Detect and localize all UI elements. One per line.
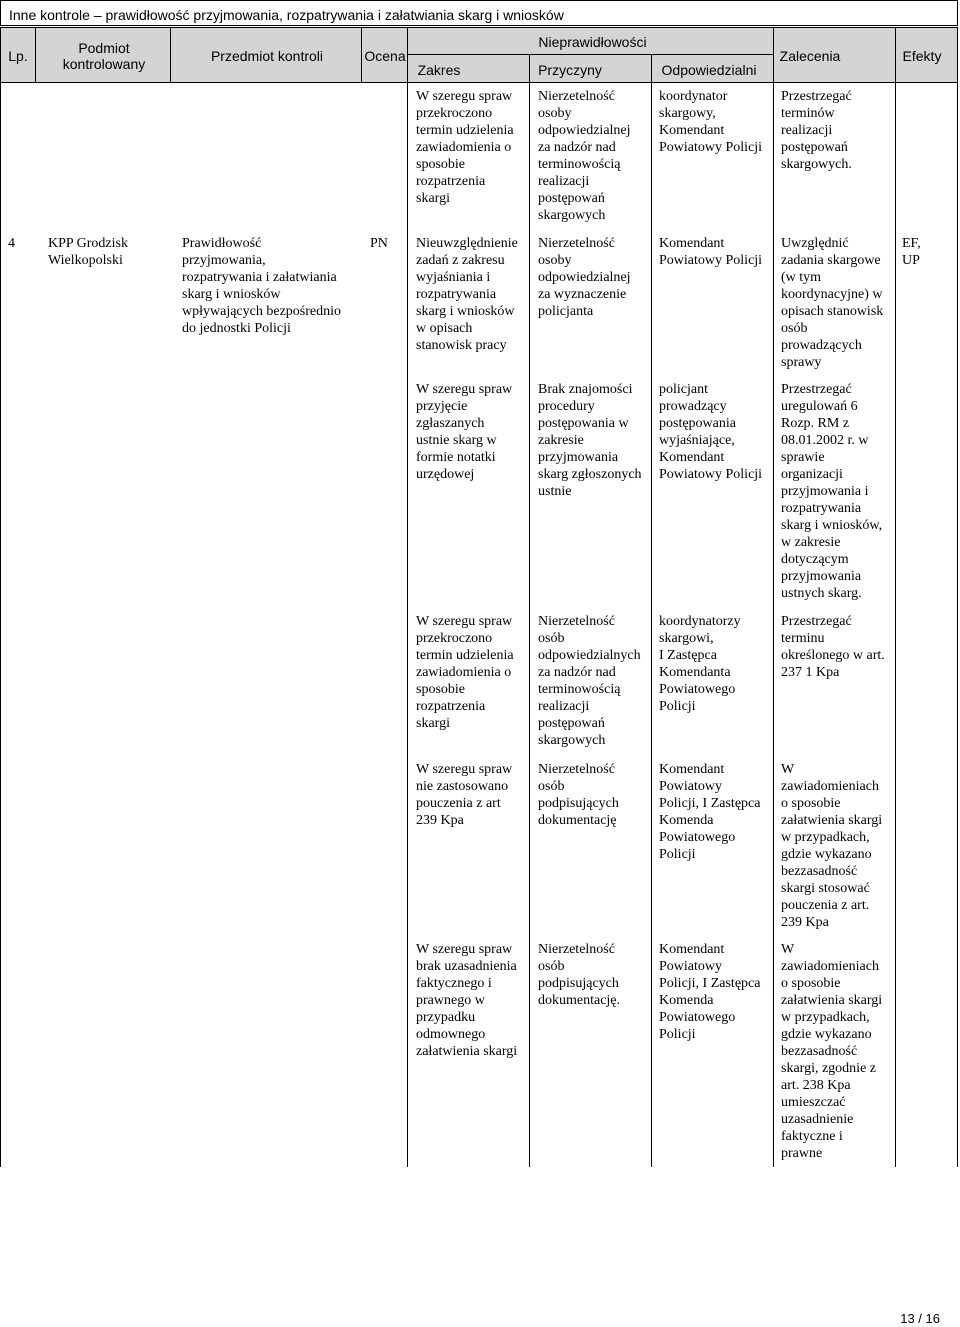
row4-odpowiedzialni: Komendant Powiatowy Policji, I Zastępca Komenda Powiatowego Policji — [659, 762, 761, 862]
grid-line — [895, 27, 896, 1167]
row3-zakres: W szeregu spraw przekroczono termin udzielenia zawiadomienia o sposobie rozpatrzenia skargi — [416, 614, 514, 731]
row5-zalecenia: W zawiadomieniach o sposobie załatwienia skargi w przypadkach, gdzie wykazano bezzasadność skargi, zgodnie z art. 238 Kpa umieszczać uzasadnienie faktyczne i prawne — [781, 942, 883, 1161]
entry-lp: 4 — [8, 236, 15, 251]
table-title: Inne kontrole – prawidłowość przyjmowania, rozpatrywania i załatwiania skarg i wniosków — [0, 0, 958, 26]
top-row-zalecenia: Przestrzegać terminów realizacji postępowań skargowych. — [781, 89, 852, 172]
row1-zakres: Nieuwzględnienie zadań z zakresu wyjaśniania i rozpatrywania skarg i wniosków w opisach stanowisk pracy — [416, 236, 518, 353]
row2-zakres: W szeregu spraw przyjęcie zgłaszanych ustnie skarg w formie notatki urzędowej — [416, 382, 513, 482]
row2-przyczyny: Brak znajomości procedury postępowania w zakresie przyjmowania skarg zgłoszonych ustnie — [538, 382, 642, 499]
row5-zakres: W szeregu spraw brak uzasadnienia faktycznego i prawnego w przypadku odmownego załatwienia skargi — [416, 942, 518, 1059]
entry-ocena: PN — [370, 236, 388, 251]
top-row-przyczyny: Nierzetelność osoby odpowiedzialnej za nadzór nad terminowością realizacji postępowań skargowych — [538, 89, 631, 223]
header-efekty: Efekty — [902, 48, 942, 64]
row3-odpowiedzialni: koordynatorzy skargowi, I Zastępca Komendanta Powiatowego Policji — [659, 614, 741, 714]
entry-przedmiot: Prawidłowość przyjmowania, rozpatrywania i załatwiania skarg i wniosków wpływających bezpośrednio do jednostki Policji — [182, 236, 341, 336]
row1-odpowiedzialni: Komendant Powiatowy Policji — [659, 236, 763, 268]
entry-efekty: EF, UP — [902, 236, 921, 268]
header-podmiot: Podmiot kontrolowany — [62, 40, 146, 72]
row3-przyczyny: Nierzetelność osób odpowiedzialnych za nadzór nad terminowością realizacji postępowań skargowych — [538, 614, 641, 748]
row4-zalecenia: W zawiadomieniach o sposobie załatwienia skargi w przypadkach, gdzie wykazano bezzasadność skargi stosować pouczenia z art. 239 Kpa — [781, 762, 883, 930]
header-ocena: Ocena — [364, 48, 406, 64]
grid-line — [0, 27, 1, 1167]
header-nieprawidlowosci: Nieprawidłowości — [538, 34, 647, 50]
grid-line — [407, 54, 773, 55]
grid-line — [773, 27, 774, 1167]
row3-zalecenia: Przestrzegać terminu określonego w art. 237 1 Kpa — [781, 614, 885, 680]
grid-line — [407, 27, 408, 1167]
page-number: 13 / 16 — [900, 1311, 940, 1326]
row1-przyczyny: Nierzetelność osoby odpowiedzialnej za wyznaczenie policjanta — [538, 236, 631, 319]
grid-line — [957, 27, 958, 1167]
grid-line — [529, 54, 530, 1167]
table-header — [0, 27, 958, 83]
top-row-zakres: W szeregu spraw przekroczono termin udzielenia zawiadomienia o sposobie rozpatrzenia skargi — [416, 89, 514, 206]
header-przedmiot: Przedmiot kontroli — [210, 48, 324, 64]
row5-odpowiedzialni: Komendant Powiatowy Policji, I Zastępca Komenda Powiatowego Policji — [659, 942, 761, 1042]
grid-line — [651, 54, 652, 1167]
row4-przyczyny: Nierzetelność osób podpisujących dokumentację — [538, 762, 619, 828]
grid-line — [170, 27, 171, 83]
grid-line — [361, 27, 362, 83]
row1-zalecenia: Uwzględnić zadania skargowe (w tym koordynacyjne) w opisach stanowisk osób prowadzących sprawy — [781, 236, 884, 370]
top-row-odpowiedzialni: koordynator skargowy, Komendant Powiatowy Policji — [659, 89, 763, 155]
header-zakres: Zakres — [417, 62, 461, 78]
header-przyczyny: Przyczyny — [538, 62, 602, 78]
grid-line — [35, 27, 36, 83]
entry-podmiot: KPP Grodzisk Wielkopolski — [48, 236, 128, 268]
row5-przyczyny: Nierzetelność osób podpisujących dokumentację. — [538, 942, 621, 1008]
row2-zalecenia: Przestrzegać uregulowań 6 Rozp. RM z 08.01.2002 r. w sprawie organizacji przyjmowania i rozpatrywania skarg i wniosków, w zakresie dotyczącym przyjmowania ustnych skarg. — [781, 382, 883, 601]
row4-zakres: W szeregu spraw nie zastosowano pouczenia z art 239 Kpa — [416, 762, 513, 828]
header-zalecenia: Zalecenia — [779, 48, 841, 64]
header-odpowiedzialni: Odpowiedzialni — [661, 62, 757, 78]
header-lp: Lp. — [8, 48, 28, 64]
row2-odpowiedzialni: policjant prowadzący postępowania wyjaśniające, Komendant Powiatowy Policji — [659, 382, 763, 482]
